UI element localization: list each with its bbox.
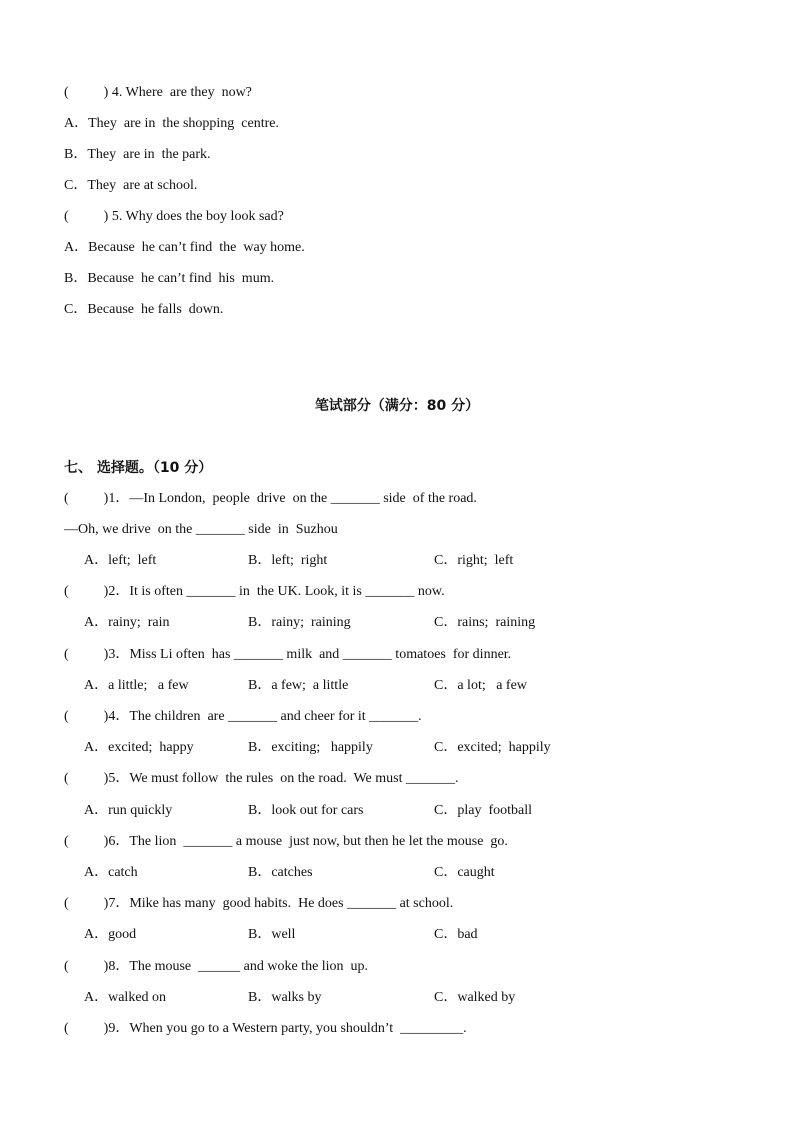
mcq-4-option-c: C．excited; happily (434, 740, 551, 755)
section-seven-heading: 七、 选择题。（10 分） (64, 460, 213, 476)
mcq-7-option-a: A．good (84, 927, 137, 942)
mcq-7-stem: ( )7．Mike has many good habits. He does _______ at school. (64, 896, 454, 911)
mcq-4-option-a: A．excited; happy (84, 740, 194, 755)
mcq-5-option-a: A．run quickly (84, 803, 173, 818)
mcq-3-stem: ( )3．Miss Li often has _______ milk and _______ tomatoes for dinner. (64, 647, 512, 662)
mcq-1-stem-2: —Oh, we drive on the _______ side in Suzhou (64, 522, 338, 537)
mcq-5-option-c: C．play football (434, 803, 532, 818)
mcq-1-option-b: B．left; right (248, 553, 328, 568)
mcq-1-option-a: A．left; left (84, 553, 157, 568)
mcq-9-stem: ( )9．When you go to a Western party, you shouldn’t _________. (64, 1021, 467, 1036)
q5-option-c: C．Because he falls down. (64, 302, 224, 317)
question-5: ( ) 5. Why does the boy look sad? (64, 209, 284, 224)
mcq-8-option-b: B．walks by (248, 990, 322, 1005)
mcq-3-option-a: A．a little; a few (84, 678, 189, 693)
q4-option-b: B．They are in the park. (64, 147, 211, 162)
mcq-8-option-a: A．walked on (84, 990, 167, 1005)
mcq-3-option-c: C．a lot; a few (434, 678, 527, 693)
mcq-8-option-c: C．walked by (434, 990, 516, 1005)
mcq-4-option-b: B．exciting; happily (248, 740, 373, 755)
mcq-7-option-b: B．well (248, 927, 296, 942)
mcq-6-option-c: C．caught (434, 865, 495, 880)
mcq-5-option-b: B．look out for cars (248, 803, 364, 818)
q5-option-b: B．Because he can’t find his mum. (64, 271, 275, 286)
mcq-1-option-c: C．right; left (434, 553, 514, 568)
mcq-6-stem: ( )6．The lion _______ a mouse just now, but then he let the mouse go. (64, 834, 508, 849)
mcq-5-stem: ( )5．We must follow the rules on the road. We must _______. (64, 771, 459, 786)
mcq-2-option-c: C．rains; raining (434, 615, 536, 630)
written-section-title: 笔试部分（满分：80 分） (314, 398, 480, 414)
mcq-7-option-c: C．bad (434, 927, 478, 942)
q5-option-a: A．Because he can’t find the way home. (64, 240, 305, 255)
q4-option-c: C．They are at school. (64, 178, 198, 193)
q4-option-a: A．They are in the shopping centre. (64, 116, 279, 131)
mcq-4-stem: ( )4．The children are _______ and cheer for it _______. (64, 709, 422, 724)
mcq-6-option-a: A．catch (84, 865, 138, 880)
mcq-8-stem: ( )8．The mouse ______ and woke the lion up. (64, 959, 369, 974)
mcq-2-option-a: A．rainy; rain (84, 615, 170, 630)
mcq-2-stem: ( )2．It is often _______ in the UK. Look, it is _______ now. (64, 584, 445, 599)
mcq-3-option-b: B．a few; a little (248, 678, 349, 693)
mcq-1-stem: ( )1．—In London, people drive on the _______ side of the road. (64, 491, 477, 506)
mcq-2-option-b: B．rainy; raining (248, 615, 351, 630)
mcq-6-option-b: B．catches (248, 865, 313, 880)
question-4: ( ) 4. Where are they now? (64, 85, 252, 100)
